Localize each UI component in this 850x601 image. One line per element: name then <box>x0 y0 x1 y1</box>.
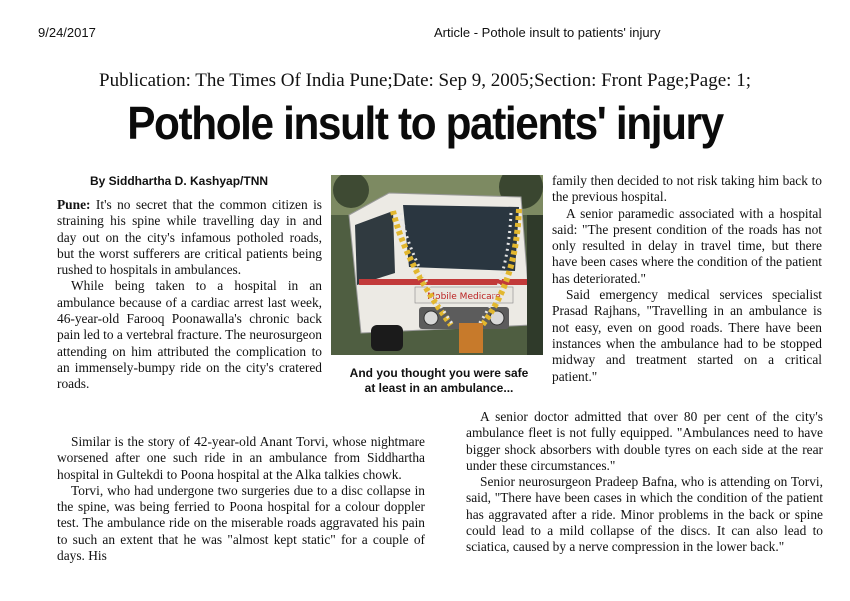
article-bottom-section <box>57 409 823 584</box>
caption-line-1: And you thought you were safe <box>349 366 529 380</box>
paragraph-3: Similar is the story of 42-year-old Anant Torvi, whose nightmare worsened after one such ride in an ambulance from Siddhartha hospital in Gultekdi to Poona hospital at the Alka talkies chowk. <box>57 434 425 482</box>
paragraph-1 <box>57 197 322 278</box>
vehicle-lettering: Mobile Medicare <box>427 292 501 302</box>
byline: By Siddhartha D. Kashyap/TNN <box>90 174 269 188</box>
article-column-bottom-left <box>57 434 425 564</box>
ambulance-photo <box>331 175 543 355</box>
paragraph-9: Senior neurosurgeon Pradeep Bafna, who is attending on Torvi, said, "There have been cases in which the condition of the patient has aggravated after a ride. Minor problems in the back or spine could lead to a mild collapse of the discs. It can also lead to sciatica, caused by a nerve compression in the lower back." <box>466 474 823 555</box>
paragraph-5: family then decided to not risk taking him back to the previous hospital. <box>552 173 822 205</box>
article-column-left <box>57 197 322 393</box>
publication-line: Publication: The Times Of India Pune;Date: Sep 9, 2005;Section: Front Page;Page: 1; <box>99 70 751 91</box>
paragraph-7: Said emergency medical services specialist Prasad Rajhans, "Travelling in an ambulance is not easy, even on good roads. There have been instances when the ambulance had to be stopped midway and treatment started on a critical patient." <box>552 287 822 384</box>
paragraph-4: Torvi, who had undergone two surgeries due to a disc collapse in the spine, was being ferried to Poona hospital for a colour doppler test. The ambulance ride on the miserable roads aggravated his pain to such an extent that he was "almost kept static" for a couple of days. His <box>57 482 425 564</box>
ambulance-illustration <box>331 175 543 355</box>
caption-line-2: at least in an ambulance... <box>364 381 514 395</box>
article-column-right <box>552 173 822 385</box>
article-headline: Pothole insult to patients' injury <box>127 97 723 149</box>
print-page-title: Article - Pothole insult to patients' injury <box>434 25 661 40</box>
paragraph-1-text: It's no secret that the common citizen is straining his spine while travelling day in and day out on the city's infamous potholed roads, but the worst sufferers are critical patients being rushed to hospitals in ambulances. <box>57 197 322 278</box>
paragraph-2: While being taken to a hospital in an ambulance because of a cardiac arrest last week, 46-year-old Farooq Poonawalla's chronic back pain led to a vertebral fracture. The neurosurgeon attending on him attributed the complication to an immensely-bumpy ride on the city's cratered roads. <box>57 278 322 392</box>
photo-caption <box>334 366 544 396</box>
print-date: 9/24/2017 <box>38 25 96 40</box>
dateline: Pune: <box>57 197 91 212</box>
paragraph-6: A senior paramedic associated with a hospital said: "The present condition of the roads has not only resulted in delay in travel time, but there have been cases where the condition of the patient has deteriorated." <box>552 205 822 286</box>
article-column-bottom-right <box>466 409 823 556</box>
paragraph-8: A senior doctor admitted that over 80 per cent of the city's ambulance fleet is not fully equipped. "Ambulances need to have bigger shock absorbers with double tyres on each side at the rear under these circumstances." <box>466 409 823 473</box>
